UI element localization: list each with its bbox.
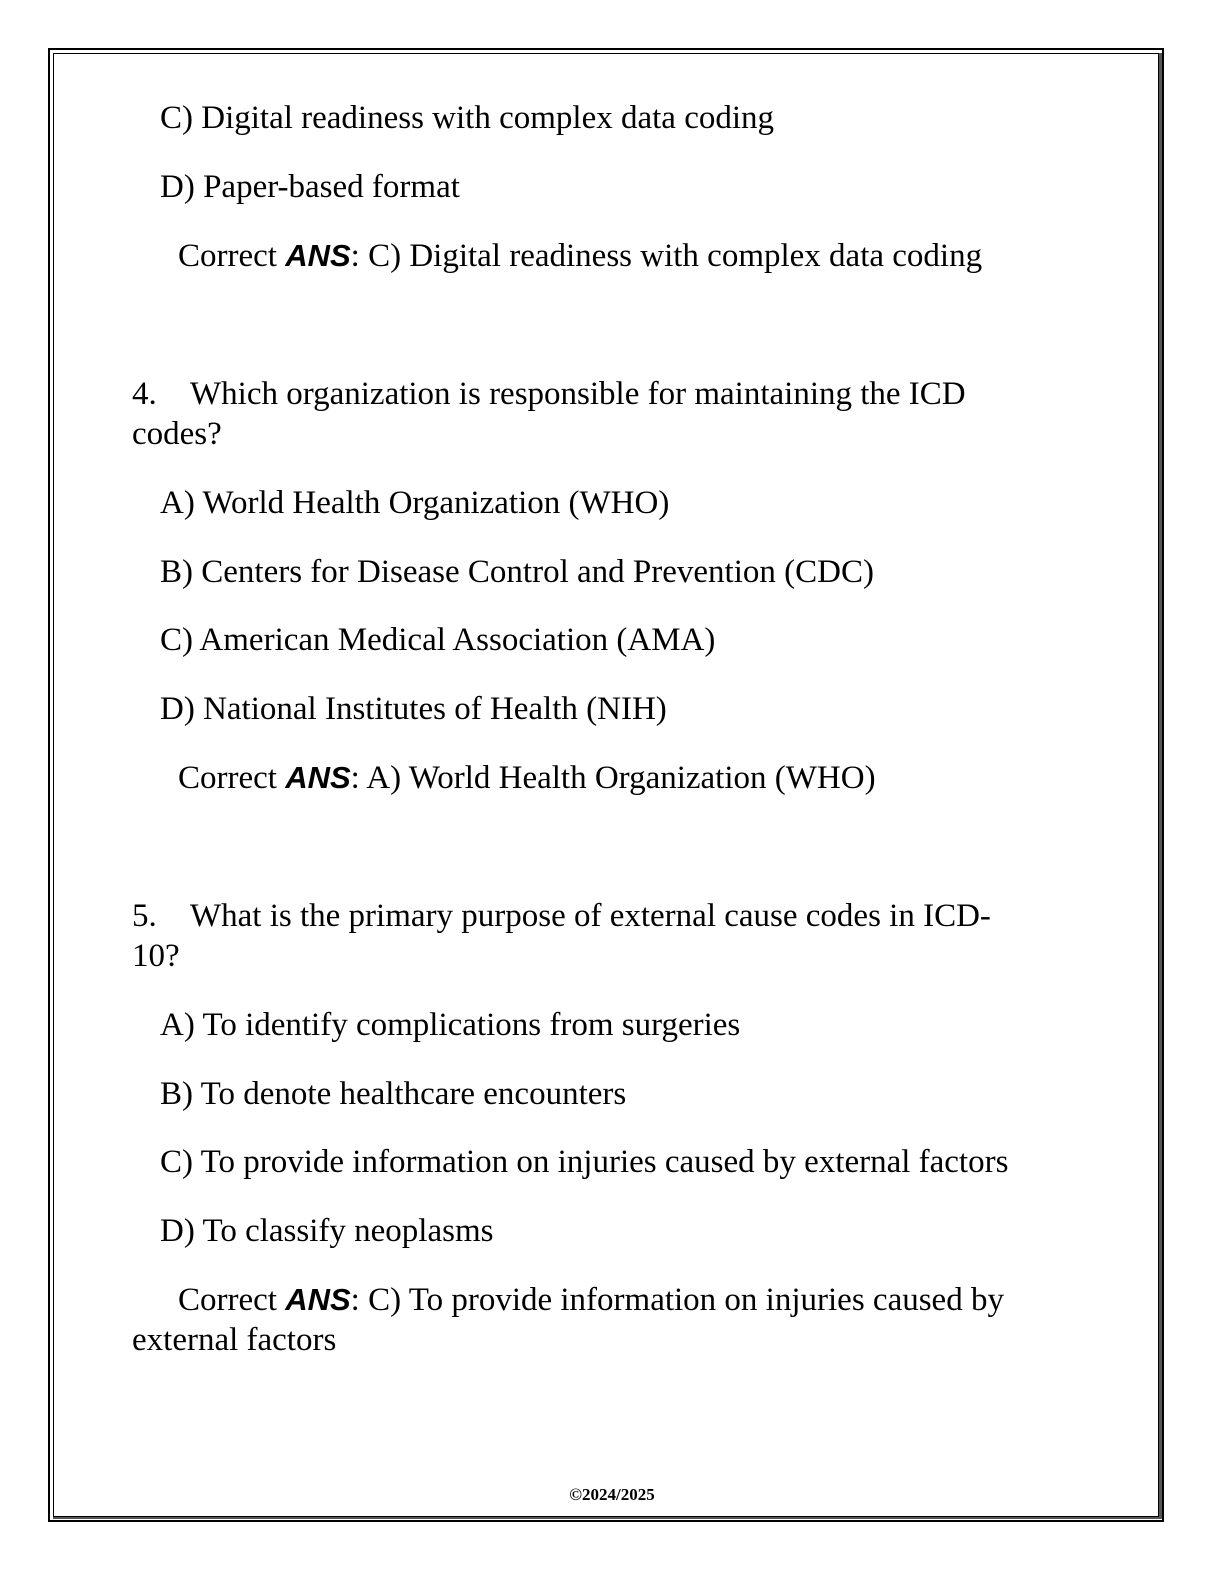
answer-tag: ANS	[285, 760, 351, 795]
answer-prefix: Correct	[178, 1282, 286, 1318]
q5-option-b: B) To denote healthcare encounters	[160, 1076, 627, 1112]
answer-text: : A) World Health Organization (WHO)	[350, 760, 876, 796]
answer-tag: ANS	[285, 1282, 351, 1317]
q5-question-continued: 10?	[132, 938, 180, 974]
q4-option-b: B) Centers for Disease Control and Prevention (CDC)	[160, 554, 874, 590]
question-number: 4.	[132, 376, 157, 412]
q4-option-a: A) World Health Organization (WHO)	[160, 485, 670, 521]
answer-text: : C) To provide information on injuries caused by	[350, 1282, 1004, 1318]
q5-option-d: D) To classify neoplasms	[160, 1213, 494, 1249]
page-border-shadow-bottom	[53, 1517, 1162, 1519]
q5-correct-answer	[178, 1280, 1004, 1320]
page-border-shadow-right	[1159, 53, 1162, 1519]
q5-option-c: C) To provide information on injuries caused by external factors	[160, 1144, 1009, 1180]
question-text: Which organization is responsible for maintaining the ICD	[190, 376, 966, 412]
q4-correct-answer	[178, 758, 876, 798]
q5-option-a: A) To identify complications from surgeries	[160, 1007, 741, 1043]
answer-tag: ANS	[285, 238, 351, 273]
q4-option-c: C) American Medical Association (AMA)	[160, 622, 716, 658]
q3-option-d: D) Paper-based format	[160, 169, 460, 205]
copyright-footer: ©2024/2025	[569, 1485, 655, 1504]
q4-option-d: D) National Institutes of Health (NIH)	[160, 691, 667, 727]
answer-prefix: Correct	[178, 760, 286, 796]
question-text: What is the primary purpose of external cause codes in ICD-	[190, 898, 991, 934]
question-number: 5.	[132, 898, 157, 934]
q5-question	[132, 896, 991, 936]
q3-option-c: C) Digital readiness with complex data coding	[160, 100, 775, 136]
q5-correct-answer-continued: external factors	[132, 1322, 337, 1358]
answer-prefix: Correct	[178, 238, 286, 274]
q3-correct-answer	[178, 236, 982, 276]
q4-question-continued: codes?	[132, 416, 222, 452]
q4-question	[132, 374, 966, 414]
answer-text: : C) Digital readiness with complex data coding	[350, 238, 983, 274]
